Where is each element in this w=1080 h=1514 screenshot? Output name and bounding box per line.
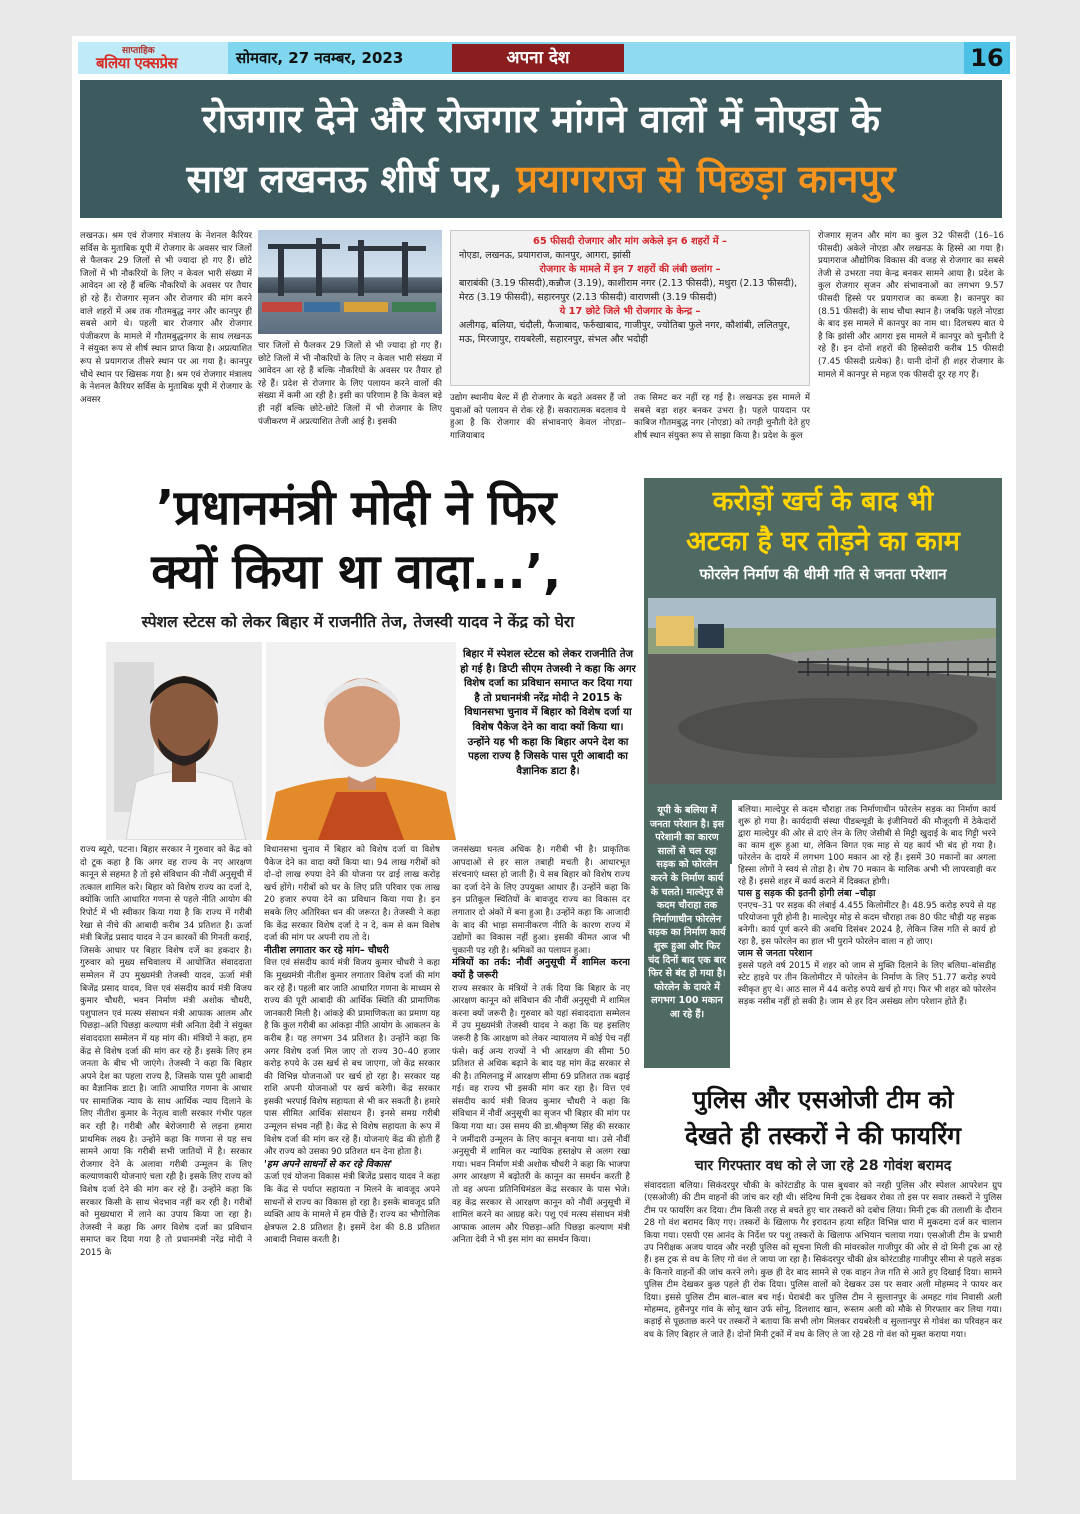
road-headline-line1: करोड़ों खर्च के बाद भी: [712, 486, 934, 517]
road-body-text-1: बलिया। माल्देपुर से कदम चौराहा तक निर्माणाधीन फोरलेन सड़क का निर्माण कार्य शुरू हो गया है। कार्यदायी संस्था पीडब्ल्यूडी के इंजीनियरों की मौजूदगी में ठेकेदारों द्वारा माल्देपुर की ओर से दाएं लेन के लिए जेसीबी से मिट्टी खुदाई के बाद गिट्टी भरने का काम शुरू हुआ था, लेकिन विगत एक माह से यह कार्य भी बंद हो गया है। फोरलेन के दायरे में लगभग 100 मकान आ रहे हैं। इसमें 30 मकानों का अगला हिस्सा लोगों ने स्वयं से तोड़ा है। शेष 70 मकान के मालिक अभी भी लापरवाही कर रहे हैं। इससे शहर में कार्य कराने में दिक्कत होगी।: [738, 805, 996, 887]
modi-col-2-text-c: ऊर्जा एवं योजना विकास मंत्री बिजेंद्र प्रसाद यादव ने कहा कि केंद्र से पर्याप्त सहायता न मिलने के बावजूद अपने साधनों से राज्य का विकास हो रहा है। इसके बावजूद प्रति व्यक्ति आय के मामले में हम पीछे हैं। राज्य का भौगोलिक क्षेत्रफल 2.8 प्रतिशत है। इसमें देश की 8.8 प्रतिशत आबादी निवास करती है।: [264, 1172, 440, 1246]
police-headline: [644, 1082, 1002, 1154]
page-header: [78, 42, 1010, 74]
modi-col-2: [264, 844, 440, 1478]
modi-col-2-text-a: विधानसभा चुनाव में बिहार को विशेष दर्जा या विशेष पैकेज देने का वादा क्यों किया था। 94 लाख गरीबों को दो–दो लाख रुपया देने की योजना पर ढाई लाख करोड़ खर्च होंगे। गरीबों को घर के लिए प्रति परिवार एक लाख 20 हजार रुपया देने का प्रविधान किया गया है। इन सबके लिए अतिरिक्त धन की जरूरत है। तेजस्वी ने कहा कि केंद्र सरकार विशेष दर्जा दे न दे, कम से कम विशेष दर्जा की मांग पर अपनी राय तो दे।: [264, 845, 440, 944]
masthead-title: बलिया एक्सप्रेस: [96, 54, 178, 72]
road-headline: [644, 478, 1002, 562]
stats-text-2: बाराबंकी (3.19 फीसदी),कन्नौज (3.19), काशीराम नगर (2.13 फीसदी), मथुरा (2.13 फीसदी), मेरठ (3.19 फीसदी), सहारनपुर (2.13 फीसदी) वाराणसी (3.19 फीसदी): [459, 278, 798, 303]
lead-col-3: उद्योग स्थानीय बेल्ट में ही रोजगार के बढ़ते अवसर हैं जो युवाओं को पलायन से रोक रहे हैं। सकारात्मक बदलाव ये हुआ है कि रोजगार की संभावनाएं केवल नोएडा–गाजियाबाद: [450, 393, 626, 441]
modi-headline-line1: ’प्रधानमंत्री मोदी ने फिर: [156, 480, 556, 536]
road-body-text-2: एनएच–31 पर सड़क की लंबाई 4.455 किलोमीटर है। 48.95 करोड़ रुपये से यह परियोजना पूरी होनी है। माल्देपुर मोड़ से कदम चौराहा तक 80 फीट चौड़ी यह सड़क बनेगी। कार्य पूर्ण करने की अवधि दिसंबर 2024 है, लेकिन जिस गति से कार्य हो रहा है, इस फोरलेन का हाल भी पुराने फोरलेन वाला न हो जाए।: [738, 901, 996, 947]
road-body: [732, 800, 1002, 1068]
road-body-subhead-2: जाम से जनता परेशान: [738, 948, 813, 959]
modi-col-3-text-b: राज्य सरकार के मंत्रियों ने तर्क दिया कि बिहार के नए आरक्षण कानून को संविधान की नौवीं अनुसूची में शामिल करना क्यों जरूरी है। गुरुवार को यहां संवाददाता सम्मेलन में उप मुख्यमंत्री तेजस्वी यादव ने कहा कि यह इसलिए जरूरी है कि आरक्षण को लेकर न्यायालय में कोई पेच नहीं फंसे। कई अन्य राज्यों ने भी आरक्षण की सीमा 50 प्रतिशत से अधिक बढ़ाने के बाद यह मांग केंद्र सरकार से की है। तमिलनाडु में आरक्षण सीमा 69 प्रतिशत तक बढ़ाई गई। वह राज्य भी इसकी मांग कर रहा है। वित्त एवं संसदीय कार्य मंत्री विजय कुमार चौधरी ने कहा कि संविधान में नौवीं अनुसूची का सृजन भी बिहार की मांग पर किया गया था। उस समय की डा.श्रीकृष्ण सिंह की सरकार ने जमींदारी उन्मूलन के लिए कानून बनाया था। उसे नौवीं अनुसूची में शामिल कर न्यायिक हस्तक्षेप से अलग रखा गया। भवन निर्माण मंत्री अशोक चौधरी ने कहा कि भाजपा अगर आरक्षण में बढ़ोतरी के कानून का समर्थन करती है तो वह अपना प्रतिनिधिमंडल केंद्र सरकार के पास भेजे। वह केंद्र सरकार से आरक्षण कानून को नौवीं अनुसूची में शामिल करने का आग्रह करे। पशु एवं मत्स्य संसाधन मंत्री आफाक आलम और पिछड़ा–अति पिछड़ा कल्याण मंत्री अनिता देवी ने भी इस मांग का समर्थन किया।: [452, 983, 630, 1246]
police-headline-line1: पुलिस और एसओजी टीम को: [692, 1085, 954, 1114]
lead-col-4: तक सिमट कर नहीं रह गई है। लखनऊ इस मामले में सबसे बड़ा शहर बनकर उभरा है। पहले पायदान पर काबिज गौतमबुद्ध नगर (नोएडा) को तगड़ी चुनौती देते हुए शीर्ष स्थान संयुक्त रूप से साझा किया है। प्रदेश के कुल: [634, 393, 810, 441]
lead-col-2: चार जिलों से फैलकर 29 जिलों से भी ज्यादा हो गए हैं। छोटे जिलों में भी नौकरियों के लिए न केवल भारी संख्या में आवेदन आ रहे हैं बल्कि नौकरियों के अवसर पर तैयार हो रहे हैं। प्रदेश से रोजगार के लिए पलायन करने वालों की संख्या में कमी आ रही है। इसी का परिणाम है कि केवल बड़े ही नहीं बल्कि छोटे-छोटे जिलों में भी रोजगार के लिए पंजीकरण में अप्रत्याशित तेजी आई है। इसकी: [258, 341, 442, 427]
modi-photo: [266, 642, 456, 840]
port-cranes-photo: [258, 230, 442, 334]
section-label: अपना देश: [452, 44, 624, 72]
modi-col-3: [452, 844, 630, 1478]
road-sidebar: यूपी के बलिया में जनता परेशान है। इस परेशानी का कारण सालों से चल रहा सड़क को फोरलेन करने के निर्माण कार्य के चलते। माल्देपुर से कदम चौराहा तक निर्माणाधीन फोरलेन सड़क का निर्माण कार्य शुरू हुआ और फिर चंद दिनों बाद एक बार फिर से बंद हो गया है। फोरलेन के दायरे में लगभग 100 मकान आ रहे हैं।: [644, 800, 730, 1068]
lead-col-1: लखनऊ। श्रम एवं रोजगार मंत्रालय के नेशनल कैरियर सर्विस के मुताबिक यूपी में रोजगार के अवसर चार जिलों से फैलकर 29 जिलों से भी ज्यादा हो गए हैं। छोटे जिलों में भी नौकरियों के लिए न केवल भारी संख्या में आवेदन आ रहे हैं बल्कि नौकरियों के अवसर पर तैयार हो रहे हैं। रोजगार सृजन और रोजगार की मांग करने वाले शहरों में अब तक गौतमबुद्ध नगर और कानपुर ही सबसे आगे थे। पहली बार रोजगार और रोजगार पंजीकरण के मामले में गौतमबुद्धनगर के साथ लखनऊ ने संयुक्त रूप से शीर्ष स्थान प्राप्त किया है। अप्रत्याशित रूप से प्रयागराज तीसरे स्थान पर आ गया है। कानपुर चौथे स्थान पर खिसक गया है। श्रम एवं रोजगार मंत्रालय के नेशनल कैरियर सर्विस के मुताबिक यूपी में रोजगार के अवसर: [80, 231, 252, 405]
stats-box: [450, 230, 810, 386]
modi-col-1: राज्य ब्यूरो, पटना। बिहार सरकार ने गुरुवार को केंद्र को दो टूक कहा है कि अगर वह राज्य के नए आरक्षण कानून से सहमत है तो इसे संविधान की नौवीं अनुसूची में तत्काल शामिल करे। बिहार को विशेष राज्य का दर्जा दे, क्योंकि जाति आधारित गणना से पहले नीति आयोग की रिपोर्ट में भी स्वीकार किया गया है कि राज्य में गरीबी रेखा से नीचे की आबादी करीब 34 प्रतिशत है। ऊर्जा मंत्री बिजेंद्र प्रसाद यादव ने उन कारकों की गिनती कराई, जिसके आधार पर बिहार विशेष दर्जे का हकदार है। गुरुवार को मुख्य सचिवालय में आयोजित संवाददाता सम्मेलन में उप मुख्यमंत्री तेजस्वी यादव, ऊर्जा मंत्री बिजेंद्र प्रसाद यादव, वित्त एवं संसदीय कार्य मंत्री विजय कुमार चौधरी, भवन निर्माण मंत्री अशोक चौधरी, पशुपालन एवं मत्स्य संसाधन मंत्री आफाक आलम और पिछड़ा–अति पिछड़ा कल्याण मंत्री अनिता देवी ने संयुक्त संवाददाता सम्मेलन में यह मांग की। मंत्रियों ने कहा, हम केंद्र से विशेष दर्जा की मांग कर रहे हैं। इसके लिए हम जनता के बीच भी जाएंगे। तेजस्वी ने कहा कि बिहार अपने देश का पहला राज्य है, जिसके पास पूरी आबादी का वैज्ञानिक डाटा है। जाति आधारित गणना के आधार पर सामाजिक न्याय के साथ आर्थिक न्याय दिलाने के लिए नीतीश कुमार के नेतृत्व वाली सरकार गंभीर पहल कर रही है। गरीबी और बेरोजगारी से लड़ना हमारा प्राथमिक लक्ष्य है। उन्होंने कहा कि गणना से यह सच सामने आया कि गरीबी सभी जातियों में है। सरकार रोजगार देने के अलावा गरीबी उन्मूलन के लिए कल्याणकारी योजनाएं चला रही है। इसके लिए राज्य को विशेष दर्जा देने की मांग कर रहे हैं। उन्होंने कहा कि सरकार किसी के साथ भेदभाव नहीं कर रही है। गरीबों को मुख्यधारा में लाने का उपाय किया जा रहा है। तेजस्वी ने कहा कि अगर विशेष दर्जा का प्रविधान समाप्त कर दिया गया है तो प्रधानमंत्री नरेंद्र मोदी ने 2015 के: [80, 845, 252, 1258]
road-subheadline: फोरलेन निर्माण की धीमी गति से जनता परेशान: [699, 566, 947, 583]
modi-col-3-text-a: जनसंख्या घनत्व अधिक है। गरीबी भी है। प्राकृतिक आपदाओं से हर साल तबाही मचती है। आधारभूत संरचनाएं ध्वस्त हो जाती हैं। ये सब बिहार को विशेष राज्य का दर्जा देने के लिए उपयुक्त आधार हैं। उन्होंने कहा कि इन प्रतिकूल स्थितियों के बावजूद राज्य का विकास दर लगातार दो अंकों में बना हुआ है। उन्होंने कहा कि आजादी के बाद की भाड़ा समानीकरण नीति के कारण राज्य में उद्योगों का विकास नहीं हुआ। इसकी कीमत आज भी चुकानी पड़ रही है। श्रमिकों का पलायन हुआ।: [452, 845, 630, 956]
stats-heading-2: रोजगार के मामले में इन 7 शहरों की लंबी छलांग –: [539, 264, 721, 275]
stats-heading-3: ये 17 छोटे जिले भी रोजगार के केन्द्र –: [559, 306, 701, 317]
masthead-tagline: साप्ताहिक: [122, 46, 155, 56]
masthead: [78, 42, 228, 74]
road-body-subhead-1: पास हु सड़क की इतनी होगी लंबा –चौड़ा: [738, 888, 876, 899]
stats-text-3: अलीगढ़, बलिया, चंदौली, फैजाबाद, फर्रुखाबाद, गाजीपुर, ज्योतिबा फुले नगर, कौशांबी, ललितपुर, मऊ, मिरजापुर, रायबरेली, सहारनपुर, संभल और भदोही: [459, 320, 791, 345]
stats-heading-1: 65 फीसदी रोजगार और मांग अकेले इन 6 शहरों में –: [533, 236, 727, 247]
header-filler: [624, 42, 964, 74]
issue-date: सोमवार, 27 नवम्बर, 2023: [236, 49, 404, 67]
stats-text-1: नोएडा, लखनऊ, प्रयागराज, कानपुर, आगरा, झांसी: [459, 250, 631, 261]
lead-headline: [80, 80, 1002, 218]
road-headline-line2: अटका है घर तोड़ने का काम: [686, 526, 960, 557]
modi-pull-quote: बिहार में स्पेशल स्टेटस को लेकर राजनीति तेज हो गई है। डिप्टी सीएम तेजस्वी ने कहा कि अगर विशेष दर्जा का प्रविधान समाप्त कर दिया गया है तो प्रधानमंत्री नरेंद्र मोदी ने 2015 के विधानसभा चुनाव में बिहार को विशेष दर्जा या विशेष पैकेज देने का वादा क्यों किया था। उन्होंने यह भी कहा कि बिहार अपने देश का पहला राज्य है जिसके पास पूरी आबादी का वैज्ञानिक डाटा है।: [460, 649, 636, 777]
lead-headline-plain: साथ लखनऊ शीर्ष पर,: [186, 157, 517, 201]
lead-col-5: रोजगार सृजन और मांग का कुल 32 फीसदी (16–16 फीसदी) अकेले नोएडा और लखनऊ के हिस्से आ गया है। प्रयागराज औद्योगिक विकास की वजह से रोजगार का सबसे तेजी से उभरता नया केन्द्र बनकर सामने आया है। प्रदेश के कुल रोजगार सृजन और संभावनाओं का लगभग 9.57 फीसदी हिस्से पर प्रयागराज का कब्जा है। कानपुर का (8.51 फीसदी) के साथ चौथा स्थान है। जबकि पहले नोएडा के बाद इस मामले में कानपुर का नाम था। दिलचस्प बात ये है कि झांसी और आगरा इस मामले में कानपुर को चुनौती दे रहे हैं। इन दोनों शहरों की हिस्सेदारी करीब 15 फीसदी (7.45 फीसदी प्रत्येक) है। यानी दोनों ही शहर रोजगार के मामले में कानपुर से महज एक फीसदी दूर रह गए हैं।: [818, 231, 1004, 380]
modi-headline: [76, 476, 636, 604]
police-body: संवाददाता बलिया। सिकंदरपुर चौकी के कोरंटाडीह के पास बुधवार को नरही पुलिस और स्पेशल आपरेशन ग्रुप (एसओजी) की टीम वाहनों की जांच कर रही थी। संदिग्ध मिनी ट्रक देखकर रोका तो इस पर सवार तस्करों ने पुलिस टीम पर फायरिंग कर दिया। टीम किसी तरह से बचते हुए चार तस्करों को दबोच लिया। मिनी ट्रक की तलाशी के दौरान 28 गो वंश बरामद किए गए। तस्करों के खिलाफ गैर इरादतन हत्या सहित विभिन्न धारा में मुकदमा दर्ज कर चालान किया गया। एसपी एस आनंद के निर्देश पर पशु तस्करों के खिलाफ अभियान चलाया गया। एसओजी टीम के प्रभारी उप निरीक्षक अजय यादव और नरही पुलिस को सूचना मिली की मांवरकोल गाजीपुर की ओर से दो मिनी ट्रक आ रहे हैं। इस ट्रक से वध के लिए गो वंश ले जाया जा रहा है। सिकंदरपुर चौकी क्षेत्र कोरंटाडीह गाजीपुर सीमा से पहले सड़क के किनारे वाहनों की जांच करने लगे। कुछ ही देर बाद सामने से एक वाहन तेज गति से आते हुए दिखाई दिया। सामने पुलिस टीम देखकर कुछ पहले ही रोक दिया। पुलिस वालों को देखकर उस पर सवार अली मोहम्मद ने फायर कर दिया। इससे पुलिस टीम बाल–बाल बच गई। घेराबंदी कर पुलिस टीम ने सुल्तानपुर के अमहट गांव निवासी अली मोहम्मद, हुसैनपुर गांव के सोनू खान उर्फ सोनू, दिलशाद खान, रूस्तम अली को मौके से गिरफ्तार कर लिया गया। कड़ाई से पूछताछ करने पर तस्करों ने बताया कि सभी लोग मिलकर रायबरेली व सुल्तानपुर से गोवंश का परिवहन कर वध के लिए बिहार ले जाते हैं। दोनों मिनी ट्रकों में वध के लिए ले जा रहे 28 गो वंश को मुक्त कराया गया।: [644, 1181, 1002, 1340]
modi-subheadline: स्पेशल स्टेटस को लेकर बिहार में राजनीति तेज, तेजस्वी यादव ने केंद्र को घेरा: [141, 613, 575, 631]
police-subheadline: चार गिरफ्तार वध को ले जा रहे 28 गोवंश बरामद: [694, 1158, 952, 1174]
lead-headline-highlight: प्रयागराज से पिछड़ा कानपुर: [516, 157, 896, 201]
modi-col-2-text-b: वित्त एवं संसदीय कार्य मंत्री विजय कुमार चौधरी ने कहा कि मुख्यमंत्री नीतीश कुमार लगातार विशेष दर्जा की मांग कर रहे हैं। पहली बार जाति आधारित गणना के माध्यम से राज्य की पूरी आबादी की आर्थिक स्थिति की प्रामाणिक जानकारी मिली है। आंकड़े की प्रामाणिकता का प्रमाण यह है कि कुल गरीबी का आंकड़ा नीति आयोग के आकलन के करीब है। यह लगभग 34 प्रतिशत है। उन्होंने कहा कि अगर विशेष दर्जा मिल जाए तो राज्य 30–40 हजार करोड़ रुपये के उस खर्च से बच जाएगा, जो केंद्र सरकार की विभिन्न योजनाओं पर खर्च हो रहा है। सरकार यह राशि अपनी योजनाओं पर खर्च करेगी। केंद्र सरकार इसकी भरपाई विशेष सहायता से भी कर सकती है। हमारे पास सीमित आर्थिक संसाधन हैं। इनसे समग्र गरीबी उन्मूलन संभव नहीं है। केंद्र से विशेष सहायता के रूप में विशेष दर्जा की मांग कर रहे हैं। योजनाएं केंद्र की होती हैं और राज्य को उसका 90 प्रतिशत धन देना होता है।: [264, 958, 440, 1158]
police-headline-line2: देखते ही तस्करों ने की फायरिंग: [684, 1121, 962, 1150]
lead-headline-line2: [80, 148, 1002, 210]
road-photo: [648, 598, 996, 784]
newspaper-page: [72, 36, 1016, 1480]
modi-col-3-subhead: मंत्रियों का तर्क: नौवीं अनुसूची में शामिल करना क्यों है जरूरी: [452, 957, 630, 981]
lead-headline-line1: रोजगार देने और रोजगार मांगने वालों में नोएडा के: [202, 97, 880, 141]
tejashwi-photo: [106, 642, 262, 840]
page-number: 16: [964, 42, 1010, 74]
road-body-text-3: इससे पहले वर्ष 2015 में शहर को जाम से मुक्ति दिलाने के लिए बलिया–बांसडीह स्टेट हाइवे पर तीन किलोमीटर में फोरलेन के निर्माण के लिए 51.77 करोड़ रुपये स्वीकृत हुए थे। आठ साल में 44 करोड़ रुपये खर्च हो गए। फिर भी शहर को फोरलेन सड़क नसीब नहीं हो सकी है। जाम से हर दिन असंख्य लोग परेशान होते हैं।: [738, 961, 996, 1007]
modi-col-2-subhead-2: 'हम अपने साधनों से कर रहे विकास': [264, 1158, 393, 1170]
modi-headline-line2: क्यों किया था वादा...’,: [151, 544, 561, 600]
modi-col-2-subhead-1: नीतीश लगातार कर रहे मांग– चौधरी: [264, 944, 389, 956]
